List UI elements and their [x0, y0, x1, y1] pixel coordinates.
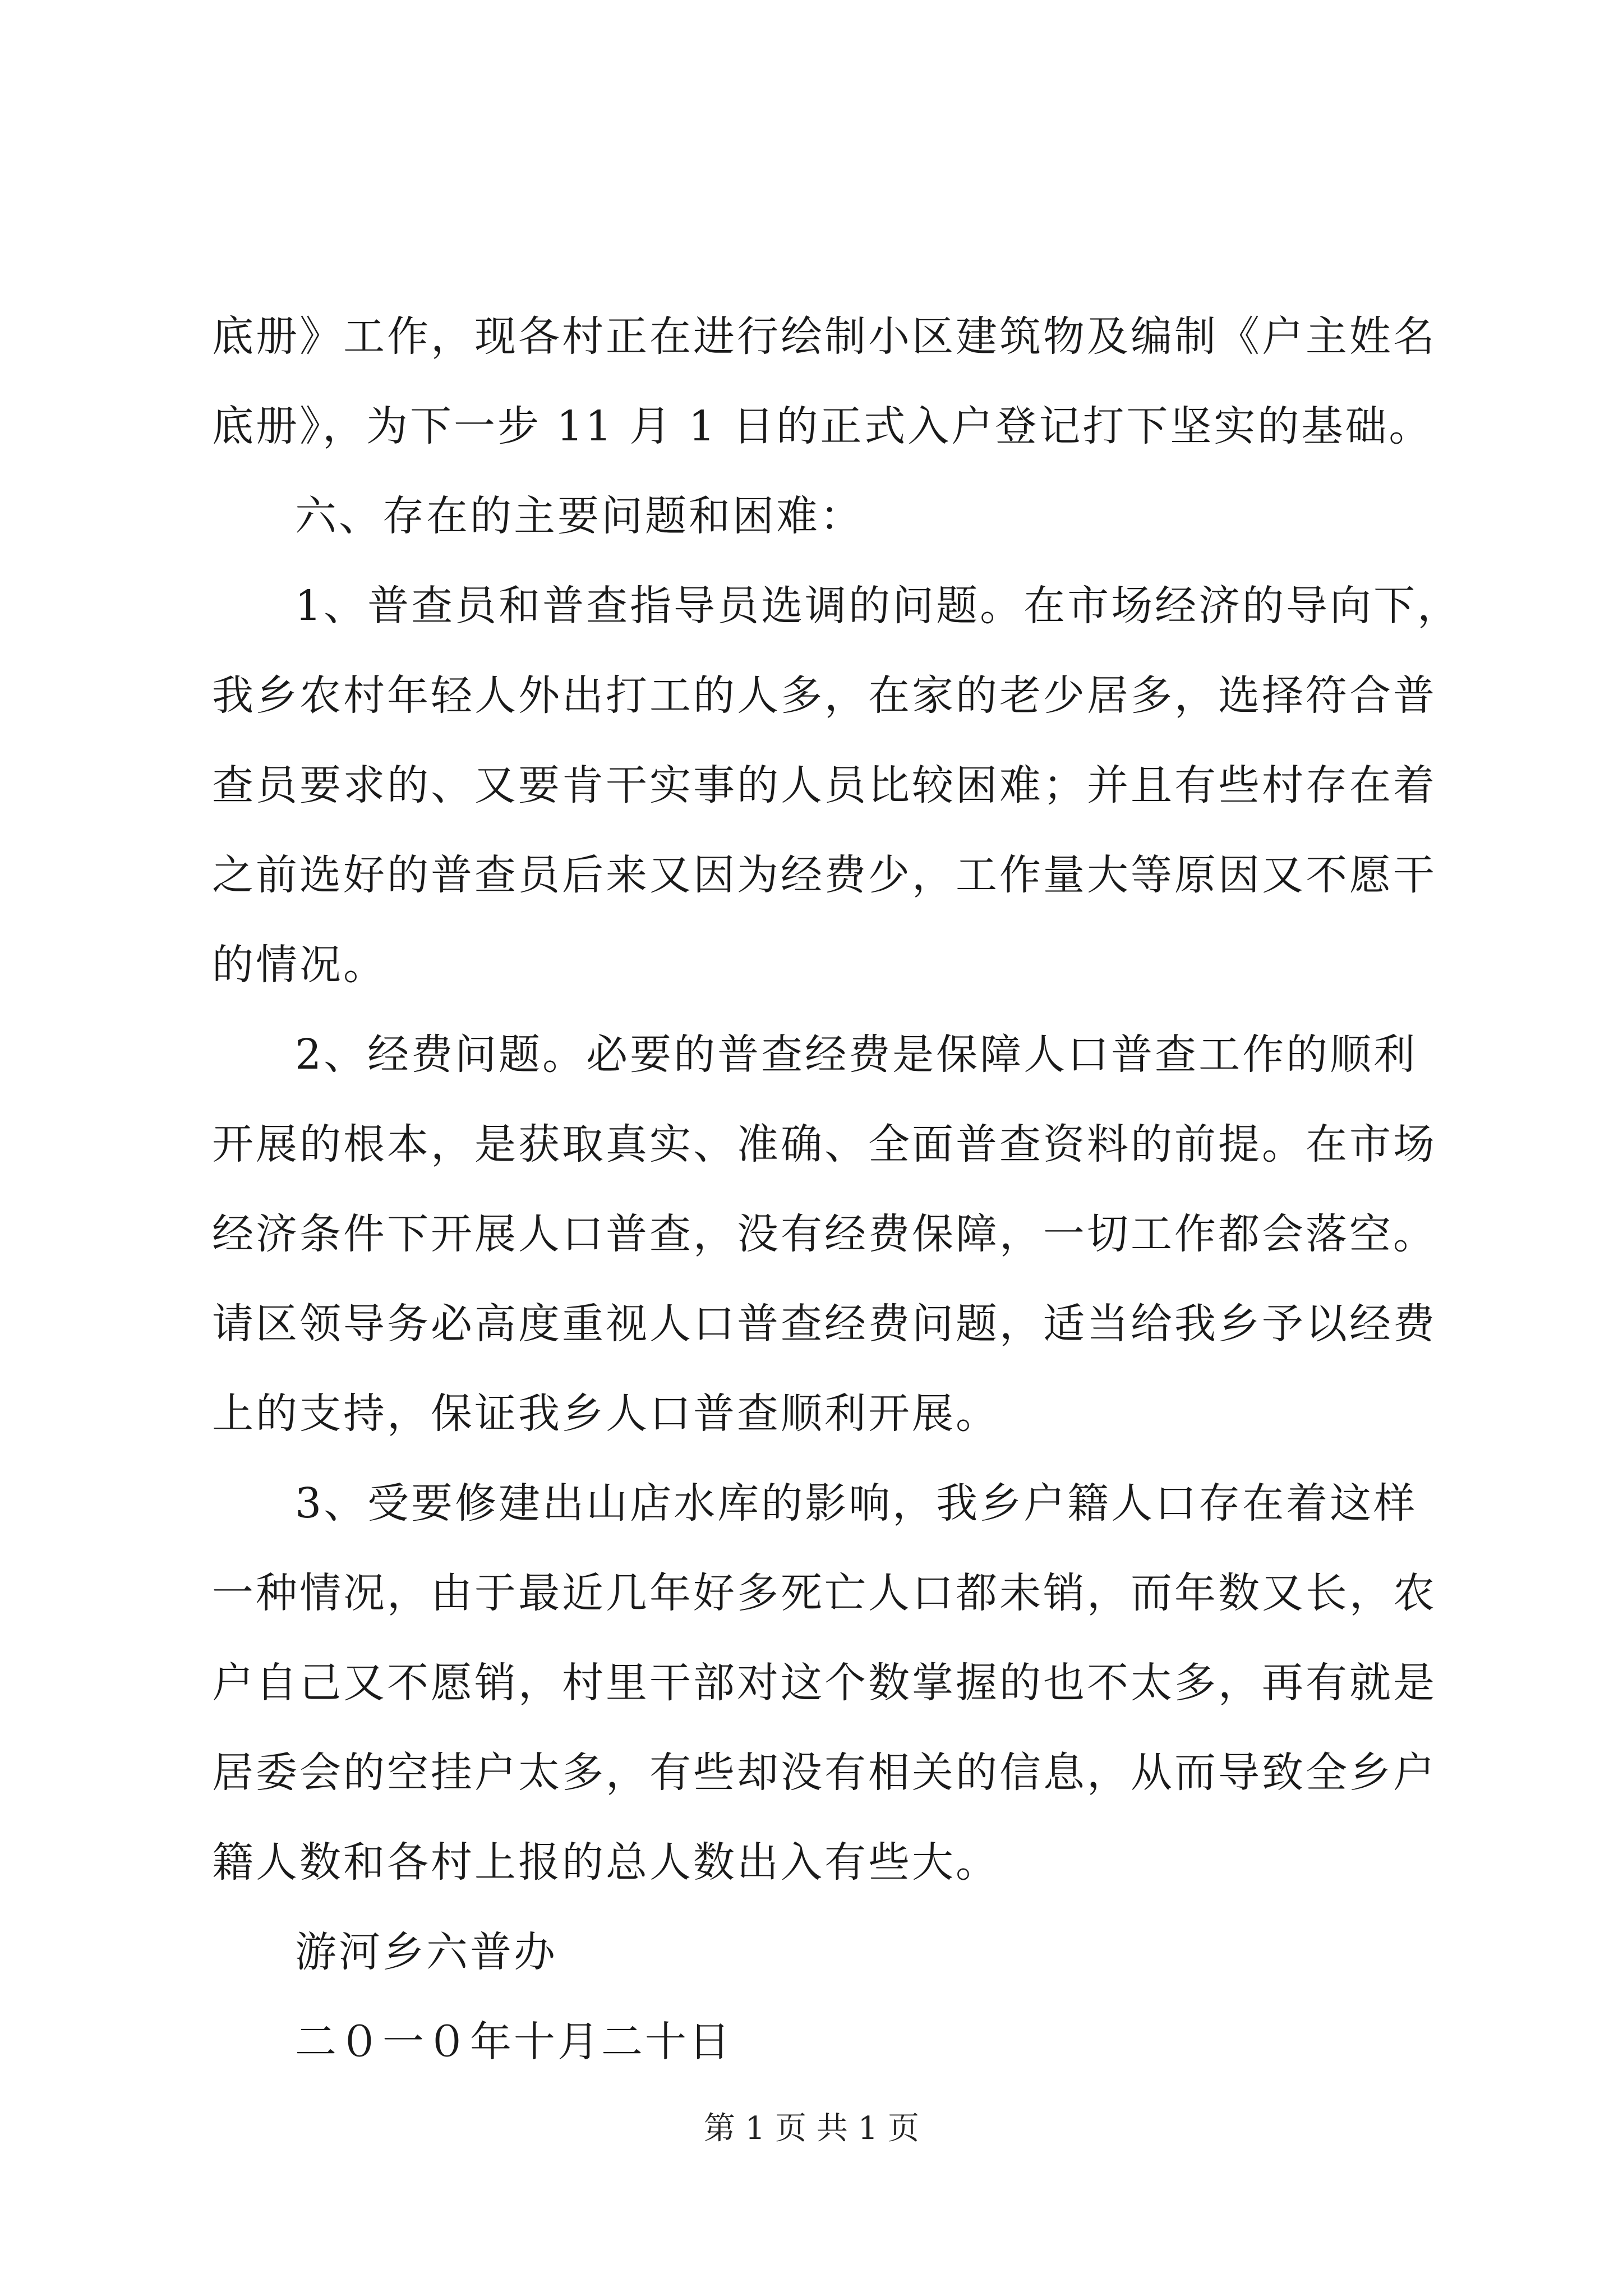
- text-line: 底册》工作，现各村正在进行绘制小区建筑物及编制《户主姓名: [212, 312, 1437, 361]
- section-heading: 六、存在的主要问题和困难：: [295, 492, 864, 540]
- text-line: 查员要求的、又要肯干实事的人员比较困难；并且有些村存在着: [212, 761, 1437, 809]
- text-line: 经济条件下开展人口普查，没有经费保障，一切工作都会落空。: [212, 1210, 1437, 1258]
- signature-office: 游河乡六普办: [295, 1928, 557, 1976]
- text-line: 请区领导务必高度重视人口普查经费问题，适当给我乡予以经费: [212, 1300, 1437, 1348]
- text-line: 一种情况，由于最近几年好多死亡人口都未销，而年数又长，农: [212, 1569, 1437, 1617]
- text-line: 3、受要修建出山店水库的影响，我乡户籍人口存在着这样: [295, 1479, 1418, 1527]
- document-body: [212, 292, 1461, 2087]
- text-line: 开展的根本，是获取真实、准确、全面普查资料的前提。在市场: [212, 1120, 1437, 1168]
- text-line: 上的支持，保证我乡人口普查顺利开展。: [212, 1389, 999, 1438]
- text-line: 2、经费问题。必要的普查经费是保障人口普查工作的顺利: [295, 1030, 1418, 1079]
- text-line: 的情况。: [212, 941, 387, 989]
- signature-date: 二０一０年十月二十日: [295, 2018, 732, 2066]
- text-line: 底册》，为下一步 11 月 1 日的正式入户登记打下坚实的基础。: [212, 402, 1433, 450]
- text-line: 居委会的空挂户太多，有些却没有相关的信息，从而导致全乡户: [212, 1749, 1437, 1797]
- text-line: 籍人数和各村上报的总人数出入有些大。: [212, 1838, 999, 1887]
- text-line: 我乡农村年轻人外出打工的人多，在家的老少居多，选择符合普: [212, 671, 1437, 720]
- text-line: 户自己又不愿销，村里干部对这个数掌握的也不太多，再有就是: [212, 1659, 1437, 1707]
- page-number-footer: 第 1 页 共 1 页: [703, 2110, 920, 2147]
- text-line: 1、普查员和普查指导员选调的问题。在市场经济的导向下，: [295, 582, 1461, 630]
- text-line: 之前选好的普查员后来又因为经费少，工作量大等原因又不愿干: [212, 851, 1437, 899]
